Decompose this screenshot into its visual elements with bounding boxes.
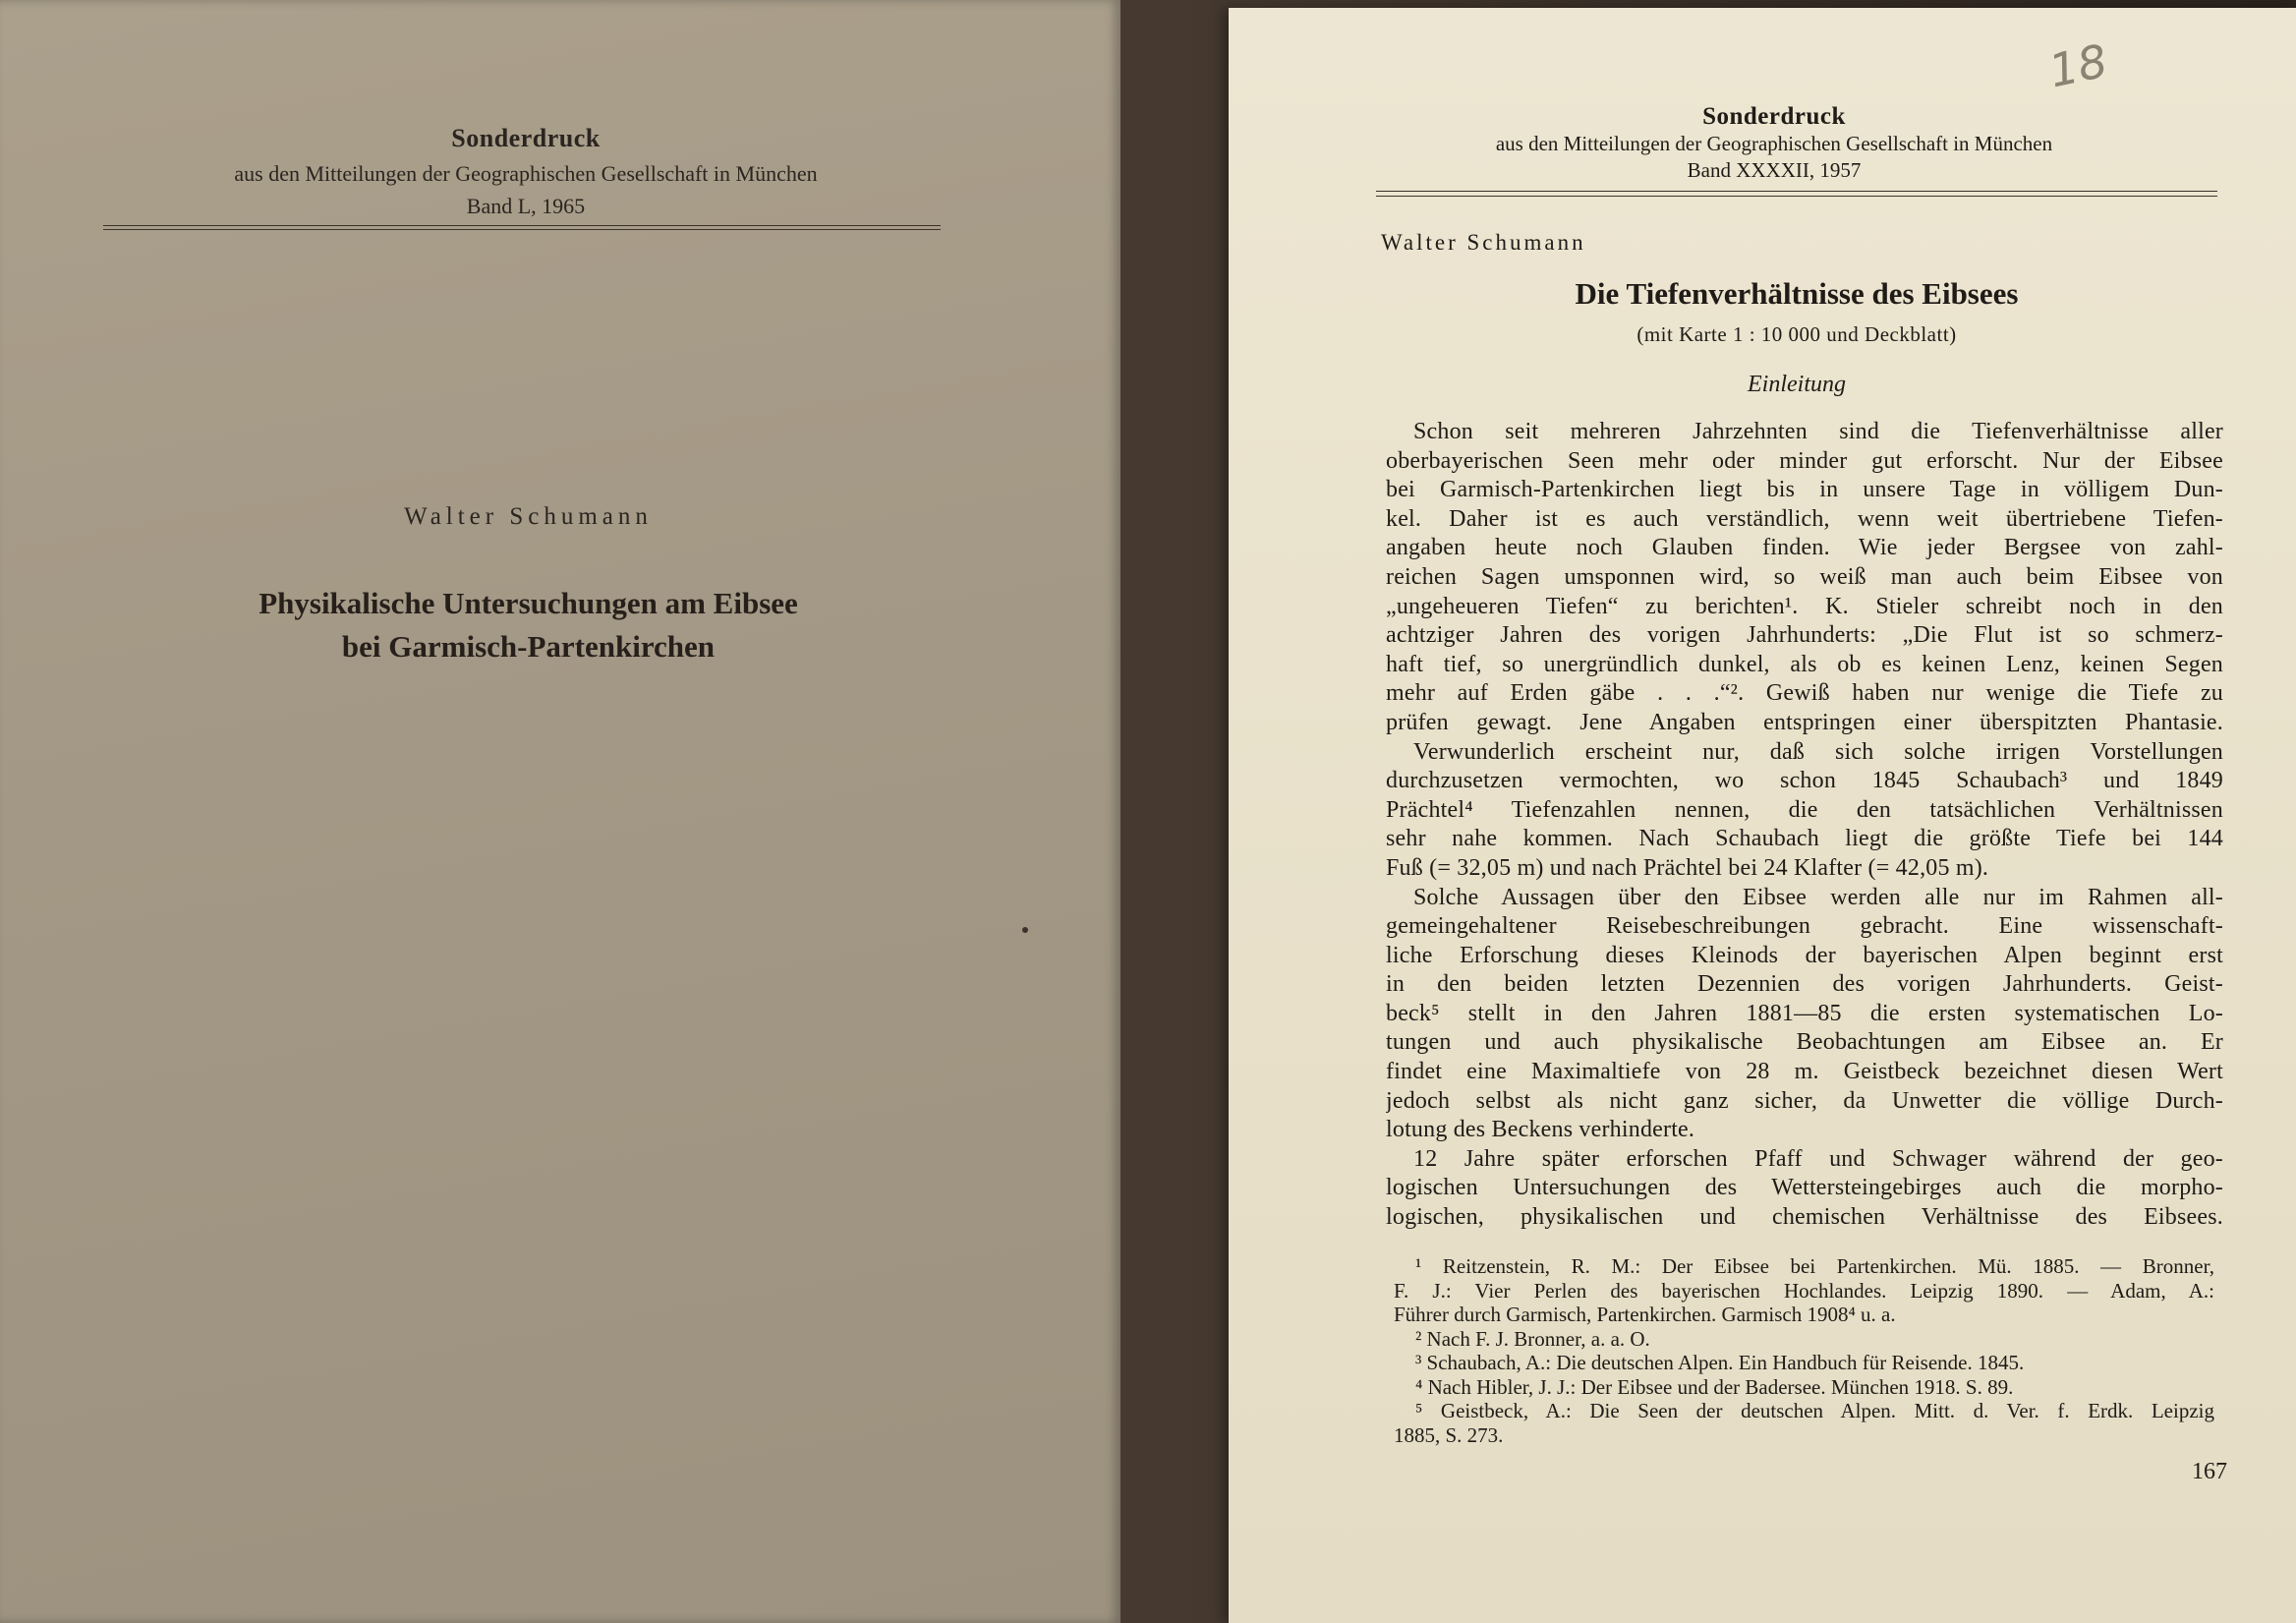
body-line: haft tief, so unergründlich dunkel, als ob es keinen Lenz, keinen Segen: [1386, 651, 2223, 677]
article-header-rule: [1376, 196, 2217, 197]
body-line: oberbayerischen Seen mehr oder minder gut erforscht. Nur der Eibsee: [1386, 447, 2223, 474]
cover-title-line: bei Garmisch-Partenkirchen: [341, 629, 716, 664]
cover-title: [0, 582, 1057, 668]
cover-author: Walter Schumann: [404, 503, 653, 530]
body-line: Schon seit mehreren Jahrzehnten sind die Tiefenverhältnisse aller: [1413, 419, 2223, 444]
body-line: bei Garmisch-Partenkirchen liegt bis in unsere Tage in völligem Dun-: [1386, 477, 2223, 503]
body-line: mehr auf Erden gäbe . . .“². Gewiß haben nur wenige die Tiefe zu: [1386, 680, 2223, 707]
cover-title-line: Physikalische Untersuchungen am Eibsee: [258, 586, 798, 620]
body-line: in den beiden letzten Dezennien des vorigen Jahrhunderts. Geist-: [1386, 971, 2223, 998]
pencil-annotation: 18: [2044, 33, 2112, 98]
cover-header-rule: [103, 229, 941, 230]
body-line: 12 Jahre später erforschen Pfaff und Schwager während der geo-: [1413, 1145, 2223, 1172]
cover-header-rule: [103, 225, 941, 226]
footnote-line: F. J.: Vier Perlen des bayerischen Hochlandes. Leipzig 1890. — Adam, A.:: [1394, 1278, 2214, 1303]
body-line: „ungeheueren Tiefen“ zu berichten¹. K. Stieler schreibt noch in den: [1386, 593, 2223, 619]
body-line: sehr nahe kommen. Nach Schaubach liegt die größte Tiefe bei 144: [1386, 826, 2223, 852]
body-line: prüfen gewagt. Jene Angaben entspringen einer überspitzten Phantasie.: [1386, 709, 2223, 735]
article-page: [1229, 8, 2296, 1623]
body-line: Fuß (= 32,05 m) und nach Prächtel bei 24 Klafter (= 42,05 m).: [1386, 854, 1989, 881]
article-title: Die Tiefenverhältnisse des Eibsees: [1575, 276, 2019, 311]
body-line: gemeingehaltener Reisebeschreibungen gebracht. Eine wissenschaft-: [1386, 913, 2223, 940]
body-line: reichen Sagen umsponnen wird, so weiß man auch beim Eibsee von: [1386, 563, 2223, 590]
footnote-line: Führer durch Garmisch, Partenkirchen. Garmisch 1908⁴ u. a.: [1394, 1303, 1896, 1326]
body-line: Prächtel⁴ Tiefenzahlen nennen, die den tatsächlichen Verhältnissen: [1386, 796, 2223, 823]
article-subtitle: (mit Karte 1 : 10 000 und Deckblatt): [1636, 322, 1957, 346]
body-line: jedoch selbst als nicht ganz sicher, da Unwetter die völlige Durch-: [1386, 1087, 2223, 1114]
body-line: tungen und auch physikalische Beobachtungen am Eibsee an. Er: [1386, 1029, 2223, 1056]
body-line: Verwunderlich erscheint nur, daß sich solche irrigen Vorstellungen: [1413, 738, 2223, 765]
footnote-line: 1885, S. 273.: [1394, 1422, 1504, 1447]
body-line: Solche Aussagen über den Eibsee werden alle nur im Rahmen all-: [1413, 884, 2223, 910]
footnote-line: ² Nach F. J. Bronner, a. a. O.: [1415, 1326, 1650, 1351]
body-line: lotung des Beckens verhinderte.: [1386, 1117, 1695, 1143]
page-number: 167: [2192, 1459, 2227, 1484]
cover-header-title: Sonderdruck: [451, 124, 601, 152]
body-line: beck⁵ stellt in den Jahren 1881—85 die ersten systematischen Lo-: [1386, 1000, 2223, 1026]
body-line: achtziger Jahren des vorigen Jahrhunderts: „Die Flut ist so schmerz-: [1386, 622, 2223, 649]
article-body: [1386, 418, 2223, 1233]
section-heading: Einleitung: [1748, 372, 1846, 397]
cover-header-line1: aus den Mitteilungen der Geographischen Gesellschaft in München: [234, 161, 818, 186]
footnote-line: ¹ Reitzenstein, R. M.: Der Eibsee bei Partenkirchen. Mü. 1885. — Bronner,: [1415, 1254, 2214, 1278]
article-header-title: Sonderdruck: [1702, 103, 1846, 130]
footnotes: [1394, 1254, 2214, 1447]
body-line: durchzusetzen vermochten, wo schon 1845 Schaubach³ und 1849: [1386, 768, 2223, 794]
footnote-line: ⁴ Nach Hibler, J. J.: Der Eibsee und der Badersee. München 1918. S. 89.: [1415, 1374, 2014, 1399]
article-header-line1: aus den Mitteilungen der Geographischen Gesellschaft in München: [1495, 132, 2053, 155]
body-line: logischen, physikalischen und chemischen Verhältnisse des Eibsees.: [1386, 1204, 2223, 1231]
article-author: Walter Schumann: [1381, 230, 1586, 255]
body-line: logischen Untersuchungen des Wettersteingebirges auch die morpho-: [1386, 1175, 2223, 1201]
body-line: kel. Daher ist es auch verständlich, wenn weit übertriebene Tiefen-: [1386, 505, 2223, 532]
paper-speck: [1022, 927, 1028, 933]
footnote-line: ³ Schaubach, A.: Die deutschen Alpen. Ein Handbuch für Reisende. 1845.: [1415, 1351, 2025, 1374]
article-header-rule: [1376, 191, 2217, 192]
body-line: liche Erforschung dieses Kleinods der bayerischen Alpen beginnt erst: [1386, 942, 2223, 968]
footnote-line: ⁵ Geistbeck, A.: Die Seen der deutschen Alpen. Mitt. d. Ver. f. Erdk. Leipzig: [1415, 1399, 2214, 1422]
article-header-line2: Band XXXXII, 1957: [1687, 158, 1862, 182]
body-line: angaben heute noch Glauben finden. Wie jeder Bergsee von zahl-: [1386, 535, 2223, 561]
cover-page: [0, 0, 1120, 1623]
body-line: findet eine Maximaltiefe von 28 m. Geistbeck bezeichnet diesen Wert: [1386, 1059, 2223, 1085]
cover-header-line2: Band L, 1965: [466, 194, 586, 218]
